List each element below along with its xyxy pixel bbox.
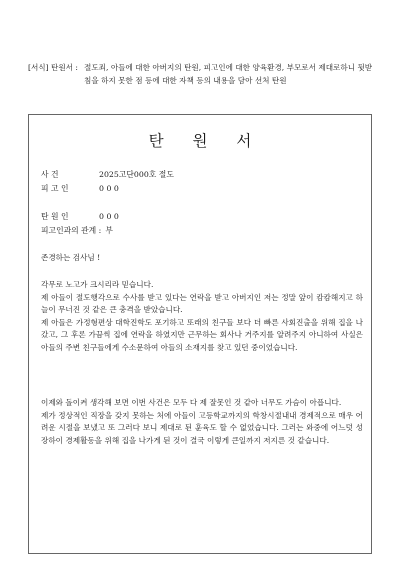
paragraph-2-line-1: 이제와 돌이켜 생각해 보면 이번 사건은 모두 다 제 잘못인 것 같아 너무도 가슴이 아픕니다. [41, 398, 342, 407]
case-field [41, 169, 174, 180]
defendant-field [41, 183, 119, 194]
relation-label: 피고인과의 관계 : [41, 226, 102, 235]
case-label: 사 건 [41, 170, 59, 179]
paragraph-1-line-2: 제 아들이 절도행각으로 수사를 받고 있다는 연락을 받고 아버지인 저는 정말 앞이 캄캄해지고 하늘이 무너진 것 같은 큰 충격을 받았습니다. [41, 292, 363, 315]
case-value: 2025고단000호 절도 [99, 170, 174, 179]
petitioner-label: 탄 원 인 [41, 212, 69, 221]
form-description: 절도죄, 아들에 대한 아버지의 탄원, 피고인에 대한 양육환경, 부모로서 제대로하니 뒷받침을 하지 못한 점 등에 대한 자책 등의 내용을 담아 선처 탄원 [84, 63, 373, 85]
paragraph-2 [41, 397, 363, 447]
paragraph-1-line-3: 제 아들은 가정형편상 대학진학도 포기하고 또래의 친구들 보다 더 빠른 사회진출을 위해 집을 나갔고, 그 후론 가끔씩 집에 연락을 하였지만 근무하는 회사나 거주지를 알려주지 아니하여 사실은 아들의 주변 친구들에게 수소문하여 아들의 소재지를 찾고 있던 중이었습니다. [41, 317, 363, 352]
relation-field [41, 225, 113, 236]
greeting: 존경하는 검사님 ! [41, 253, 101, 262]
defendant-label: 피 고 인 [41, 184, 69, 193]
form-tag: [서식] 탄원서 : [28, 63, 78, 72]
form-description-header [28, 62, 373, 87]
defendant-value: 0 0 0 [99, 184, 119, 193]
petitioner-value: 0 0 0 [99, 212, 119, 221]
petition-document [28, 114, 372, 554]
relation-value: 부 [105, 226, 113, 235]
petitioner-field [41, 211, 119, 222]
paragraph-2-line-2: 제가 정상적인 직장을 갖지 못하는 처에 아들이 고등학교까지의 학창시절내내 경제적으로 매우 어려운 시절을 보냈고 또 그러다 보니 제대로 된 훈육도 할 수 없었습니다. 그러는 와중에 어느덧 성장하이 경제활동을 위해 집을 나가게 된 것이 결국 이렇게 큰일까지 저지른 것 같습니다. [41, 410, 363, 445]
paragraph-1-line-1: 각무로 노고가 크시리라 믿습니다. [41, 280, 154, 289]
paragraph-1 [41, 279, 363, 355]
document-title: 탄 원 서 [148, 132, 264, 150]
